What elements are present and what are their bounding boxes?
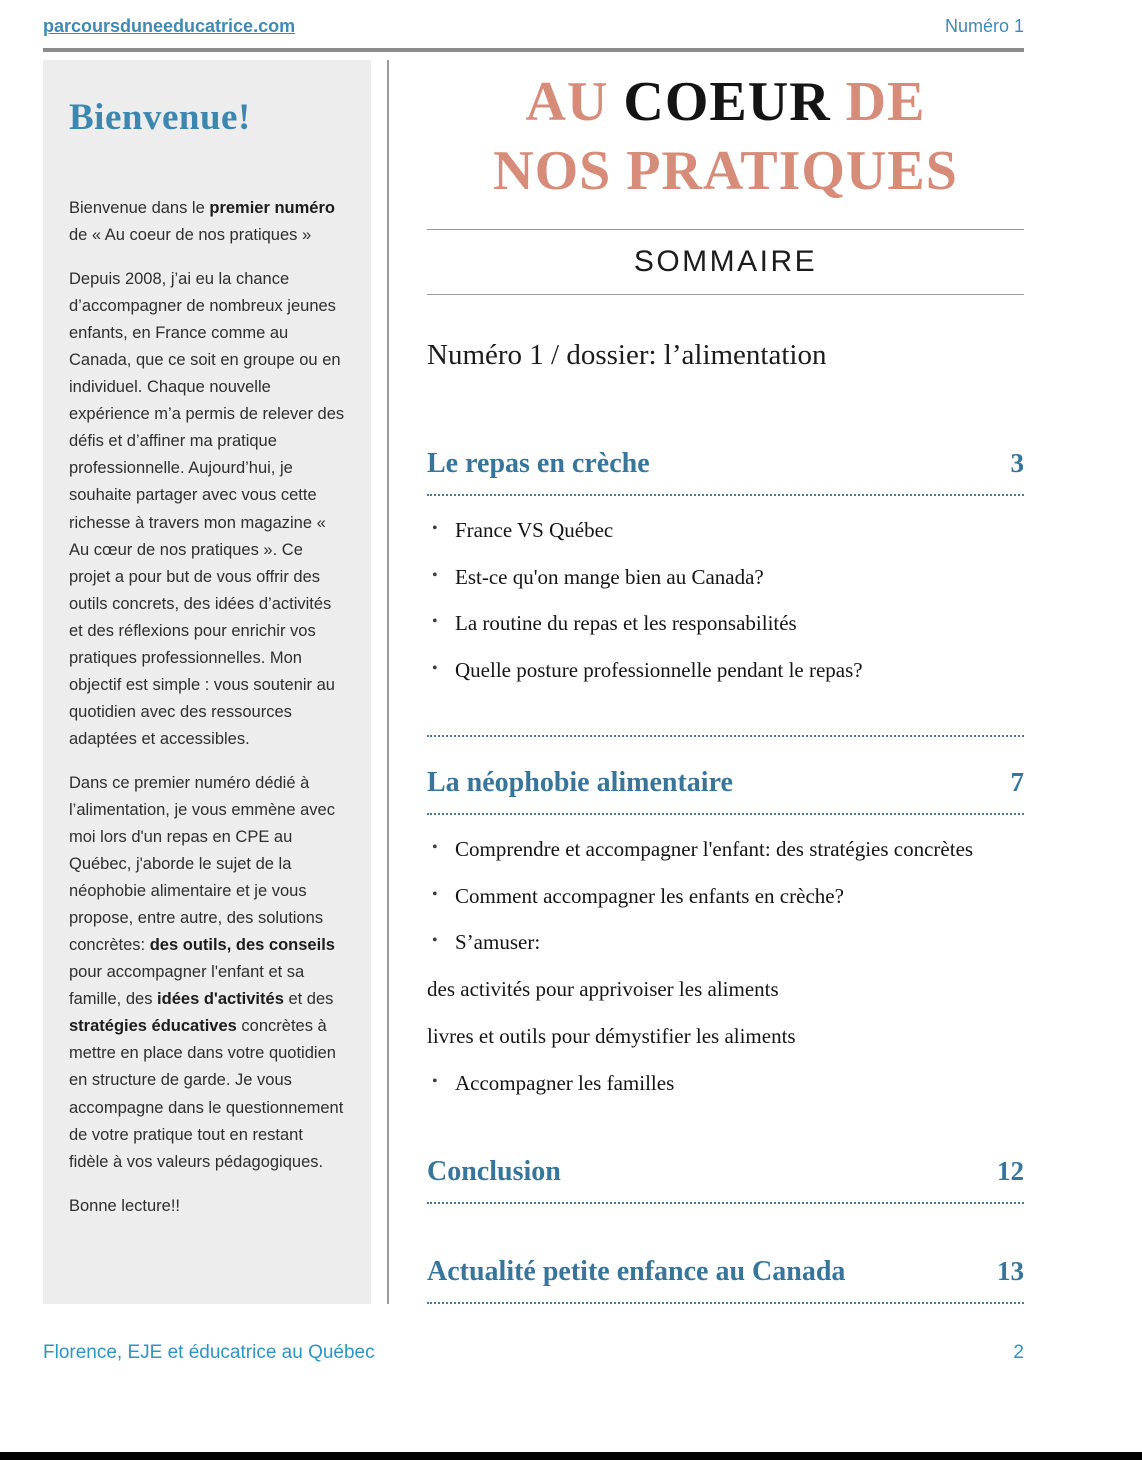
sidebar-paragraph: Bonne lecture!! bbox=[69, 1196, 180, 1215]
window-edge bbox=[0, 1452, 1142, 1460]
sidebar-title: Bienvenue! bbox=[69, 97, 251, 138]
sidebar-paragraphs bbox=[69, 195, 345, 1220]
dotted-divider bbox=[427, 735, 1024, 737]
toc-section bbox=[427, 1156, 1024, 1204]
dossier-line: Numéro 1 / dossier: l’alimentation bbox=[427, 338, 827, 371]
welcome-sidebar bbox=[43, 60, 371, 1304]
toc-entry-title[interactable]: La néophobie alimentaire bbox=[427, 766, 733, 798]
main-column bbox=[389, 60, 1024, 1304]
doc-title-word: NOS PRATIQUES bbox=[493, 140, 958, 203]
doc-title-line bbox=[427, 137, 1024, 206]
doc-title-word: COEUR bbox=[623, 71, 831, 133]
sidebar-paragraph: Bienvenue dans le premier numéro de « Au coeur de nos pratiques » bbox=[69, 199, 335, 245]
page-header bbox=[43, 16, 1024, 37]
dotted-rule bbox=[427, 813, 1024, 815]
page-columns bbox=[43, 60, 1024, 1304]
toc-item-list bbox=[427, 837, 1024, 1096]
toc-item-list bbox=[427, 518, 1024, 683]
dotted-rule bbox=[427, 494, 1024, 496]
dotted-rule bbox=[427, 1202, 1024, 1204]
toc-item: des activités pour apprivoiser les aliments bbox=[427, 977, 779, 1002]
sommaire-banner bbox=[427, 229, 1024, 295]
doc-title-word: DE bbox=[830, 71, 926, 133]
toc-entry[interactable] bbox=[427, 448, 1024, 480]
toc-entry-page[interactable]: 3 bbox=[1010, 447, 1024, 478]
toc-entry[interactable] bbox=[427, 1156, 1024, 1188]
sommaire-label: SOMMAIRE bbox=[633, 244, 818, 278]
toc-entry-title[interactable]: Actualité petite enfance au Canada bbox=[427, 1255, 846, 1287]
site-link[interactable]: parcoursduneeducatrice.com bbox=[43, 16, 296, 36]
toc-item: • France VS Québec bbox=[427, 518, 1024, 543]
toc-item: • Comprendre et accompagner l'enfant: des stratégies concrètes bbox=[427, 837, 1024, 862]
toc-entry-page[interactable]: 13 bbox=[997, 1255, 1024, 1286]
footer-page-number: 2 bbox=[1013, 1341, 1024, 1363]
toc-item: • Comment accompagner les enfants en crèche? bbox=[427, 884, 1024, 909]
toc-sections bbox=[427, 448, 1024, 1304]
footer-author: Florence, EJE et éducatrice au Québec bbox=[43, 1341, 375, 1363]
toc-entry-page[interactable]: 12 bbox=[997, 1155, 1024, 1186]
dotted-rule bbox=[427, 1302, 1024, 1304]
toc-entry-title[interactable]: Le repas en crèche bbox=[427, 447, 650, 479]
toc-section bbox=[427, 448, 1024, 683]
toc-item: • Est-ce qu'on mange bien au Canada? bbox=[427, 565, 1024, 590]
toc-entry[interactable] bbox=[427, 1256, 1024, 1288]
toc-item: • Accompagner les familles bbox=[427, 1071, 1024, 1096]
toc-section bbox=[427, 735, 1024, 1096]
toc-item: • Quelle posture professionnelle pendant le repas? bbox=[427, 658, 1024, 683]
sidebar-paragraph: Dans ce premier numéro dédié à l’alimentation, je vous emmène avec moi lors d'un repas en CPE au Québec, j'aborde le sujet de la néophobie alimentaire et je vous propose, entre autre, des solutions concrètes: des outils, des conseils pour accompagner l'enfant et sa famille, des idées d'activités et des stratégies éducatives concrètes à mettre en place dans votre quotidien en structure de garde. Je vous accompagne dans le questionnement de votre pratique tout en restant fidèle à vos valeurs pédagogiques. bbox=[69, 773, 344, 1171]
doc-title bbox=[427, 68, 1024, 207]
header-rule bbox=[43, 48, 1024, 52]
toc-item: • S’amuser: bbox=[427, 930, 1024, 955]
toc-entry-page[interactable]: 7 bbox=[1010, 766, 1024, 797]
doc-title-word: AU bbox=[525, 71, 624, 133]
sidebar-paragraph: Depuis 2008, j’ai eu la chance d’accompagner de nombreux jeunes enfants, en France comme au Canada, que ce soit en groupe ou en individuel. Chaque nouvelle expérience m’a permis de relever des défis et d’affiner ma pratique professionnelle. Aujourd’hui, je souhaite partager avec vous cette richesse à travers mon magazine « Au cœur de nos pratiques ». Ce projet a pour but de vous offrir des outils concrets, des idées d’activités et des réflexions pour enrichir vos pratiques professionnelles. Mon objectif est simple : vous soutenir au quotidien avec des ressources adaptées et accessibles. bbox=[69, 270, 345, 748]
page-footer bbox=[43, 1342, 1024, 1382]
toc-item: • La routine du repas et les responsabilités bbox=[427, 611, 1024, 636]
toc-item: livres et outils pour démystifier les aliments bbox=[427, 1024, 796, 1048]
toc-section bbox=[427, 1256, 1024, 1304]
toc-entry[interactable] bbox=[427, 767, 1024, 799]
doc-title-line bbox=[427, 68, 1024, 137]
toc-entry-title[interactable]: Conclusion bbox=[427, 1155, 561, 1187]
issue-label: Numéro 1 bbox=[944, 16, 1024, 36]
